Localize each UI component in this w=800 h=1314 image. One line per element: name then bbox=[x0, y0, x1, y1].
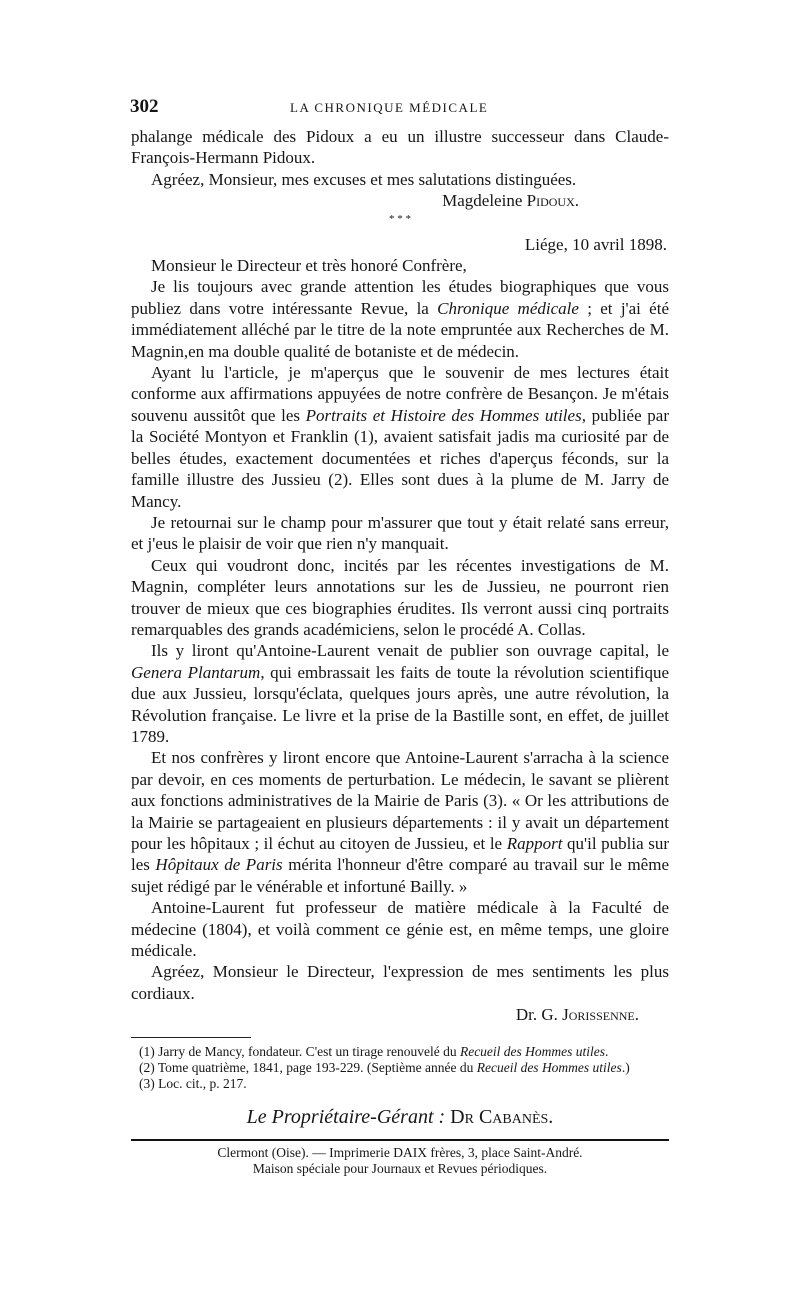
journal-title: Chronique médicale bbox=[437, 298, 579, 318]
section-separator: * * * bbox=[389, 212, 411, 225]
footnote-rule bbox=[131, 1037, 251, 1038]
letter1-signature bbox=[131, 190, 669, 211]
printer-imprint bbox=[131, 1145, 669, 1177]
paragraph-2: Ayant lu l'article, je m'aperçus que le souvenir de mes lectures était conforme aux affirmations appuyées de notre confrère de Besançon. Je m'étais souvenu aussitôt que les Portraits et Histoire des Hommes utiles, publiée par la Société Montyon et Franklin (1), avaient satisfait jadis ma curiosité par de belles études, exactement documentées et riches d'aperçus féconds, sur la famille illustre des Jussieu (2). Elles sont dues à la plume de M. Jarry de Mancy. bbox=[131, 363, 670, 511]
paragraph-6: Et nos confrères y liront encore que Antoine-Laurent s'arracha à la science par devoir, en ces moments de perturbation. Le médecin, le savant se plièrent aux fonctions administratives de la Mairie de Paris (3). « Or les attributions de la Mairie se partageaient en plusieurs départements : il y avait un département pour les hôpitaux ; il échut au citoyen de Jussieu, et le Rapport qu'il publia sur les Hôpitaux de Paris mérita l'honneur d'être comparé au travail sur le même sujet rédigé par le vénérable et infortuné Bailly. » bbox=[131, 748, 669, 896]
book-title: Portraits et Histoire des Hommes utiles bbox=[305, 405, 582, 425]
paragraph-5: Ils y liront qu'Antoine-Laurent venait de publier son ouvrage capital, le Genera Plantarum, qui embrassait les faits de toute la révolution scientifique due aux Jussieu, lorsqu'éclata, quelques jours après, une autre révolution, la Révolution française. Le livre et la prise de la Bastille sont, en effet, de juillet 1789. bbox=[131, 641, 669, 746]
letter2-date: Liége, 10 avril 1898. bbox=[524, 234, 667, 254]
paragraph-7: Antoine-Laurent fut professeur de matière médicale à la Faculté de médecine (1804), et voilà comment ce génie est, en même temps, une gloire médicale. bbox=[131, 898, 669, 961]
gerant-label: Le Propriétaire-Gérant : bbox=[246, 1106, 446, 1129]
imprint-line-1: Clermont (Oise). — Imprimerie DAIX frères, 3, place Saint-André. bbox=[217, 1145, 583, 1161]
footnote-1: (1) Jarry de Mancy, fondateur. C'est un tirage renouvelé du Recueil des Hommes utiles. bbox=[139, 1043, 609, 1059]
paragraph-4: Ceux qui voudront donc, incités par les récentes investigations de M. Magnin, compléter leurs annotations sur les de Jussieu, ne pourront rien trouver de mieux que ces biographies érudites. Ils verront aussi cinq portraits remarquables des grands académiciens, selon le procédé A. Collas. bbox=[131, 555, 669, 639]
gerant-name: Dr Cabanès. bbox=[450, 1106, 554, 1129]
paragraph-8: Agréez, Monsieur le Directeur, l'expression de mes sentiments les plus cordiaux. bbox=[131, 962, 669, 1003]
genera-plantarum-title: Genera Plantarum bbox=[131, 662, 261, 682]
paragraph-3: Je retournai sur le champ pour m'assurer que tout y était relaté sans erreur, et j'eus le plaisir de voir que rien n'y manquait. bbox=[131, 512, 669, 554]
letter2-salutation: Monsieur le Directeur et très honoré Confrère, bbox=[151, 256, 467, 276]
page-number: 302 bbox=[130, 96, 159, 117]
paragraph-1: Je lis toujours avec grande attention les études biographiques que vous publiez dans votre intéressante Revue, la Chronique médicale ; et j'ai été immédiatement alléché par le titre de la note empruntée aux Recherches de M. Magnin,en ma double qualité de botaniste et de médecin. bbox=[131, 277, 669, 361]
running-title: LA CHRONIQUE MÉDICALE bbox=[290, 100, 489, 115]
signature-name: G. Jorissenne. bbox=[541, 1005, 639, 1025]
proprietaire-gerant bbox=[131, 1106, 669, 1129]
footnotes bbox=[131, 1044, 669, 1093]
signature-title: Dr. bbox=[515, 1005, 538, 1025]
imprint-rule bbox=[131, 1139, 669, 1141]
signature-first-name: Magdeleine bbox=[442, 191, 523, 211]
letter2-signature bbox=[131, 1004, 669, 1025]
rapport-title: Rapport bbox=[506, 834, 563, 853]
page-header bbox=[130, 96, 669, 126]
hopitaux-title: Hôpitaux de Paris bbox=[155, 855, 283, 875]
footnote-2: (2) Tome quatrième, 1841, page 193-229. (Septième année du Recueil des Hommes utiles.) bbox=[139, 1059, 630, 1075]
letter1-closing: Agréez, Monsieur, mes excuses et mes salutations distinguées. bbox=[151, 169, 577, 189]
imprint-line-2: Maison spéciale pour Journaux et Revues périodiques. bbox=[252, 1161, 548, 1177]
footnote-3: (3) Loc. cit., p. 217. bbox=[139, 1076, 247, 1092]
letter1-continuation: phalange médicale des Pidoux a eu un illustre successeur dans Claude-François-Hermann Pidoux. bbox=[131, 127, 669, 168]
page bbox=[131, 96, 669, 1177]
signature-last-name: Pidoux. bbox=[526, 191, 579, 211]
